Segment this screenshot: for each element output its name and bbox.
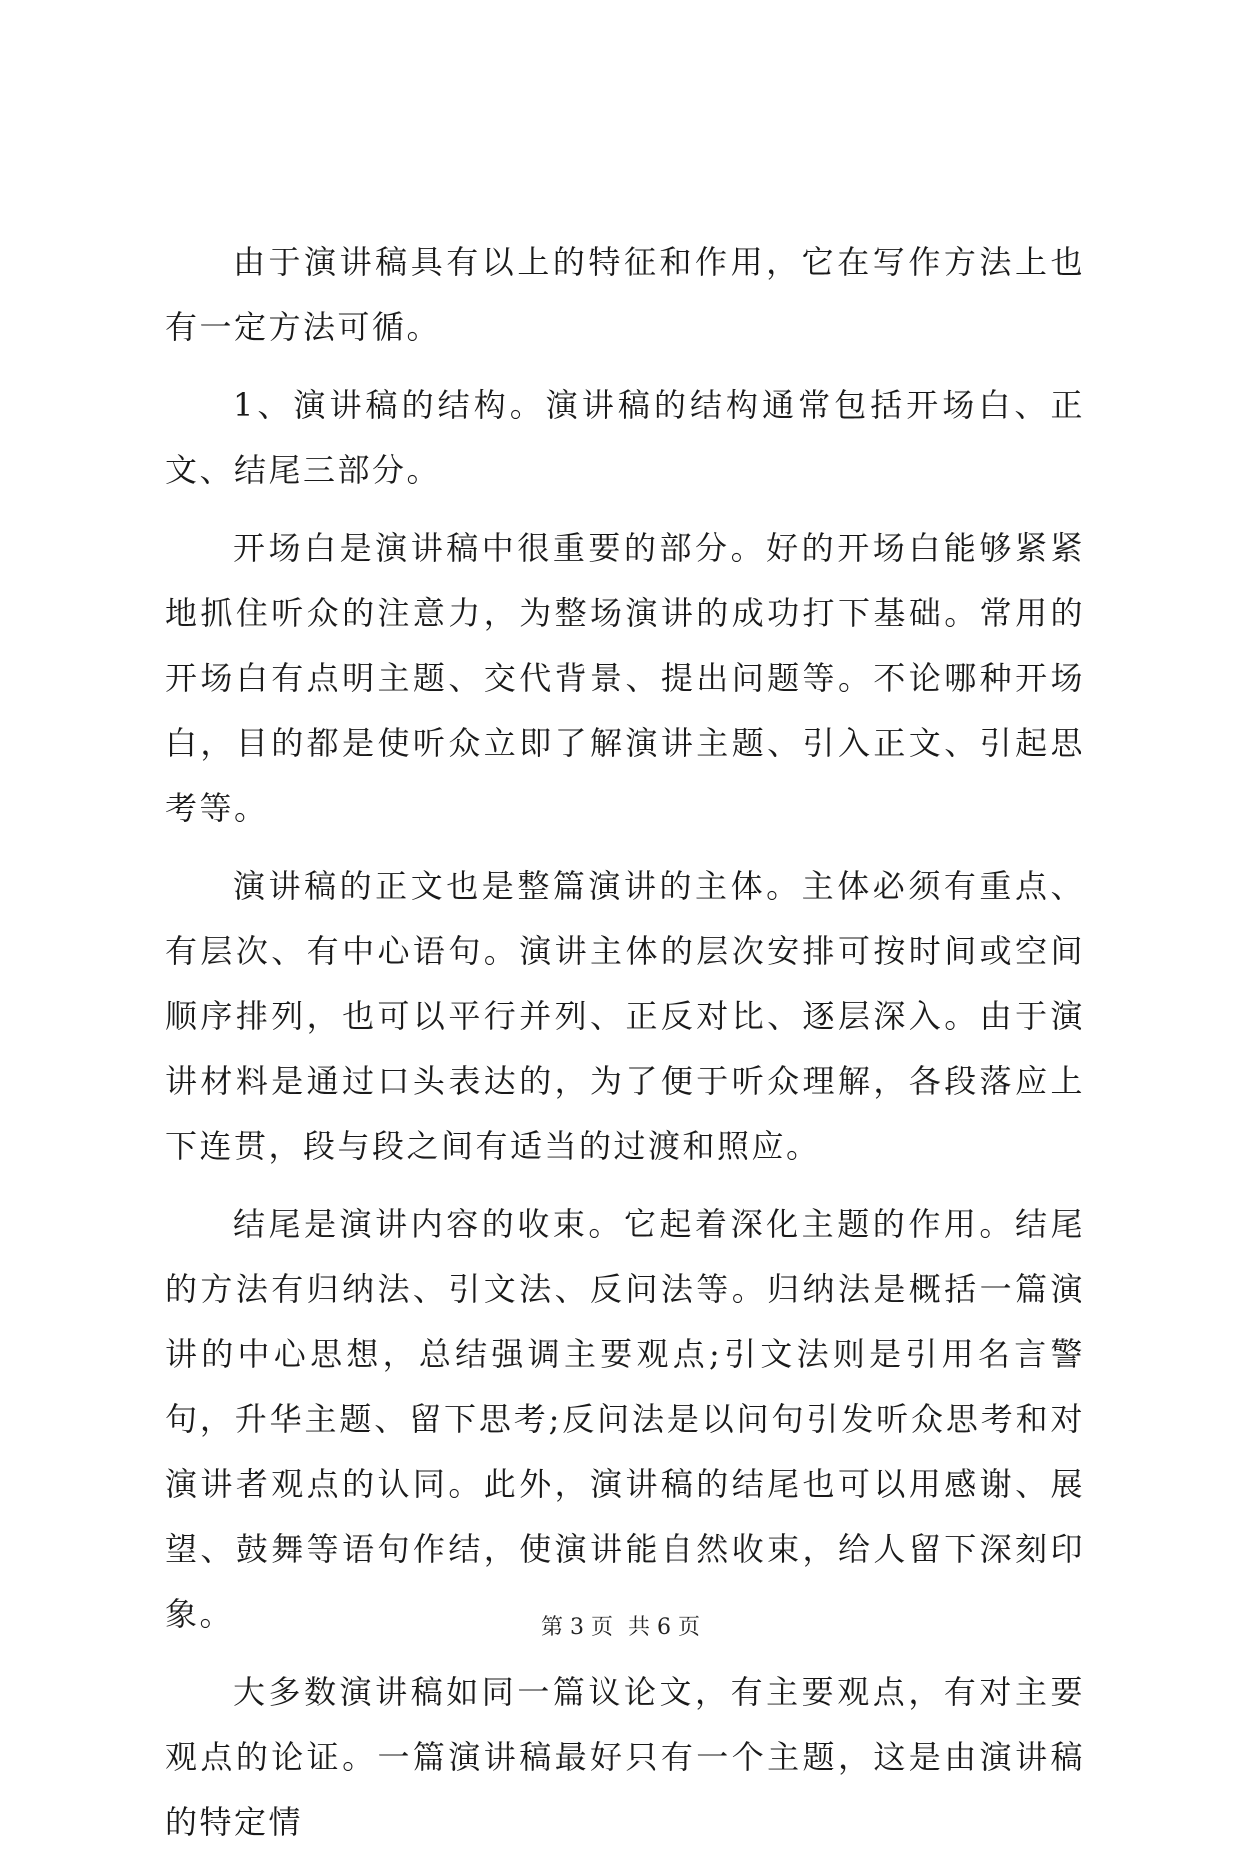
paragraph: 由于演讲稿具有以上的特征和作用，它在写作方法上也有一定方法可循。 bbox=[165, 243, 1085, 346]
paragraph: 1、演讲稿的结构。演讲稿的结构通常包括开场白、正文、结尾三部分。 bbox=[165, 386, 1085, 489]
paragraph: 结尾是演讲内容的收束。它起着深化主题的作用。结尾的方法有归纳法、引文法、反问法等。归纳法是概括一篇演讲的中心思想，总结强调主要观点;引文法则是引用名言警句，升华主题、留下思考;反问法是以问句引发听众思考和对演讲者观点的认同。此外，演讲稿的结尾也可以用感谢、展望、鼓舞等语句作结，使演讲能自然收束，给人留下深刻印象。 bbox=[165, 1205, 1085, 1633]
paragraph: 演讲稿的正文也是整篇演讲的主体。主体必须有重点、有层次、有中心语句。演讲主体的层次安排可按时间或空间顺序排列，也可以平行并列、正反对比、逐层深入。由于演讲材料是通过口头表达的，为了便于听众理解，各段落应上下连贯，段与段之间有适当的过渡和照应。 bbox=[165, 867, 1085, 1165]
page-footer bbox=[0, 1610, 1241, 1641]
paragraph: 开场白是演讲稿中很重要的部分。好的开场白能够紧紧地抓住听众的注意力，为整场演讲的成功打下基础。常用的开场白有点明主题、交代背景、提出问题等。不论哪种开场白，目的都是使听众立即了解演讲主题、引入正文、引起思考等。 bbox=[165, 529, 1085, 827]
page-number: 第 3 页 bbox=[541, 1615, 613, 1640]
paragraph: 大多数演讲稿如同一篇议论文，有主要观点，有对主要观点的论证。一篇演讲稿最好只有一个主题，这是由演讲稿的特定情 bbox=[165, 1673, 1085, 1841]
page-total: 共 6 页 bbox=[628, 1615, 700, 1640]
